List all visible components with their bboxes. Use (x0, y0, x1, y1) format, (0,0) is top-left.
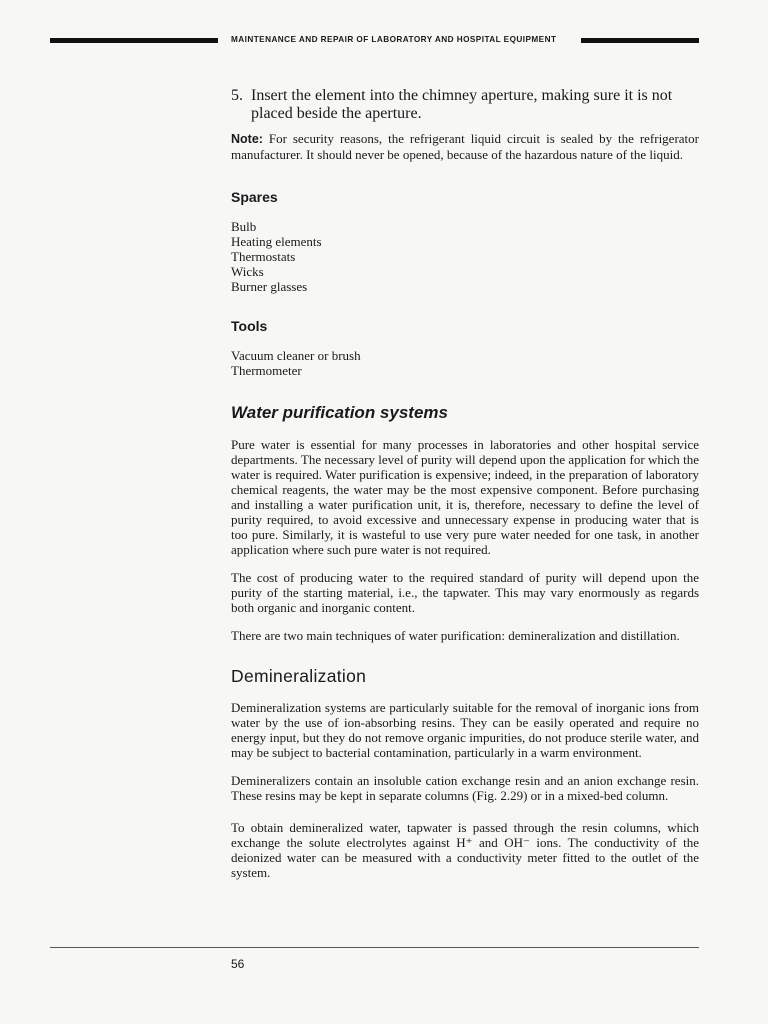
list-item: Bulb (231, 219, 257, 234)
header-rule-right (581, 38, 699, 43)
list-item: Vacuum cleaner or brush (231, 348, 361, 363)
tools-heading: Tools (231, 318, 268, 334)
page-number: 56 (231, 957, 245, 971)
demineralization-heading: Demineralization (231, 666, 367, 686)
header-rule-left (50, 38, 218, 43)
list-item: Burner glasses (231, 279, 308, 294)
spares-list (231, 219, 699, 294)
demin-paragraph-3: To obtain demineralized water, tapwater is passed through the resin columns, which exchange the solute electrolytes against H⁺ and OH⁻ ions. The conductivity of the deionized water can be measured with a conductivity meter fitted to the outlet of the system. (231, 820, 699, 880)
demin-paragraph-2: Demineralizers contain an insoluble cation exchange resin and an anion exchange resin. These resins may be kept in separate columns (Fig. 2.29) or in a mixed-bed column. (231, 773, 699, 803)
note-text: For security reasons, the refrigerant liquid circuit is sealed by the refrigerator manufacturer. It should never be opened, because of the hazardous nature of the liquid. (231, 131, 699, 162)
list-item: Heating elements (231, 234, 322, 249)
list-item: Thermometer (231, 363, 302, 378)
footer-rule (50, 947, 699, 948)
step-number: 5. (231, 87, 243, 104)
list-item: Thermostats (231, 249, 296, 264)
water-paragraph-1: Pure water is essential for many processes in laboratories and other hospital service departments. The necessary level of purity will depend upon the application for which the water is required. Water purification is expensive; indeed, in the preparation of laboratory chemical reagents, the water may be the most expensive component. Before purchasing and installing a water purification unit, it is, therefore, necessary to define the level of purity required, to avoid excessive and unnecessary expense in producing water that is too pure. Similarly, it is wasteful to use very pure water needed for one task, in another application where such pure water is not required. (231, 437, 699, 557)
water-paragraph-3: There are two main techniques of water purification: demineralization and distillation. (231, 628, 680, 643)
note-paragraph (231, 131, 699, 162)
running-header: MAINTENANCE AND REPAIR OF LABORATORY AND HOSPITAL EQUIPMENT (231, 35, 557, 44)
demin-paragraph-1: Demineralization systems are particularly suitable for the removal of inorganic ions from water by the use of ion-absorbing resins. They can be easily operated and require no energy input, but they do not remove organic impurities, do not produce sterile water, and may be subject to bacterial contamination, particularly in a warm environment. (231, 700, 699, 760)
water-paragraph-2: The cost of producing water to the required standard of purity will depend upon the purity of the starting material, i.e., the tapwater. This may vary enormously as regards both organic and inorganic content. (231, 570, 699, 615)
step-text: Insert the element into the chimney aperture, making sure it is not placed beside the aperture. (251, 87, 673, 122)
spares-heading: Spares (231, 189, 278, 205)
page-body (231, 87, 699, 880)
water-purification-heading: Water purification systems (231, 403, 448, 422)
list-item: Wicks (231, 264, 264, 279)
note-label: Note: (231, 132, 263, 146)
tools-list (231, 348, 699, 378)
step-5 (231, 87, 699, 123)
